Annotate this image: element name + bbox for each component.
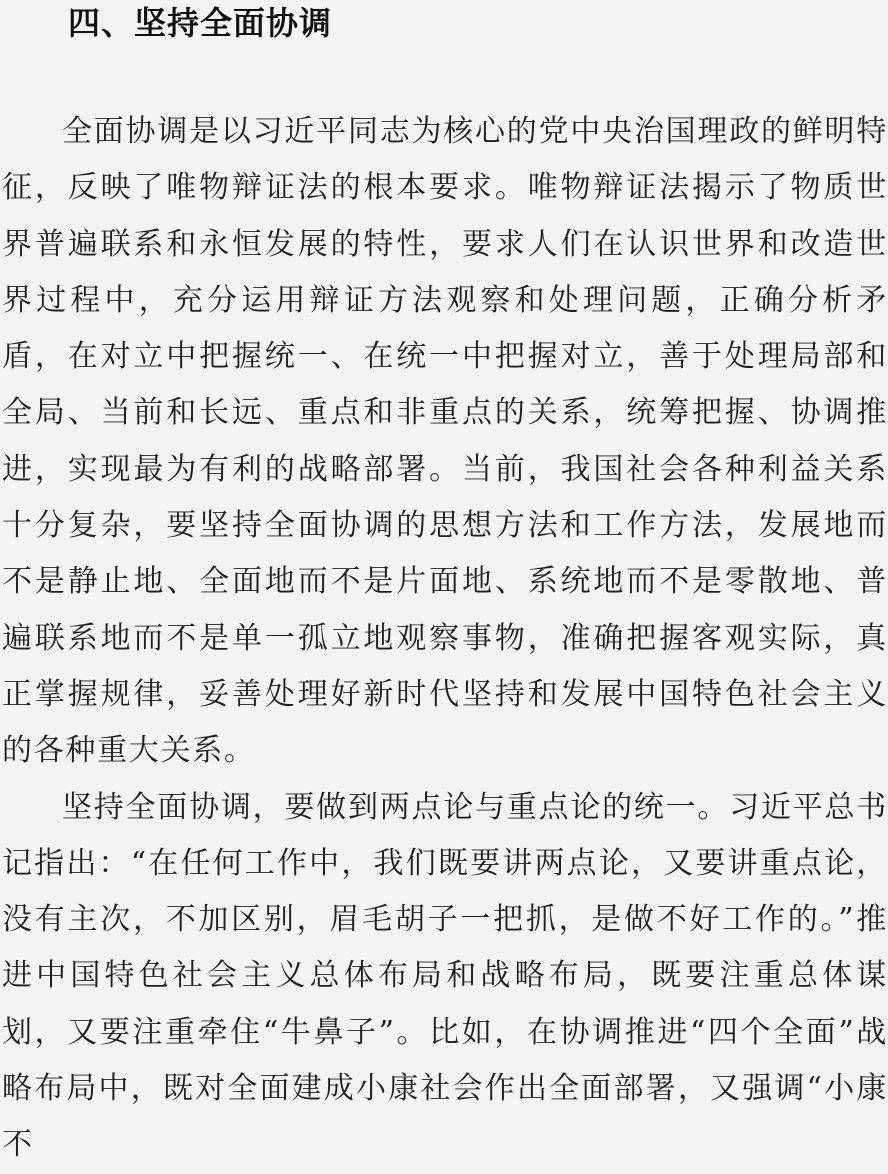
body-text	[2, 104, 888, 1174]
paragraph-2: 坚持全面协调，要做到两点论与重点论的统一。习近平总书记指出：“在任何工作中，我们既要讲两点论，又要讲重点论，没有主次，不加区别，眉毛胡子一把抓，是做不好工作的。”推进中国特色社会主义总体布局和战略布局，既要注重总体谋划，又要注重牵住“牛鼻子”。比如，在协调推进“四个全面”战略布局中，既对全面建成小康社会作出全面部署，又强调“小康不	[2, 789, 888, 1163]
paragraph-1: 全面协调是以习近平同志为核心的党中央治国理政的鲜明特征，反映了唯物辩证法的根本要求。唯物辩证法揭示了物质世界普遍联系和永恒发展的特性，要求人们在认识世界和改造世界过程中，充分运用辩证方法观察和处理问题，正确分析矛盾，在对立中把握统一、在统一中把握对立，善于处理局部和全局、当前和长远、重点和非重点的关系，统筹把握、协调推进，实现最为有利的战略部署。当前，我国社会各种利益关系十分复杂，要坚持全面协调的思想方法和工作方法，发展地而不是静止地、全面地而不是片面地、系统地而不是零散地、普遍联系地而不是单一孤立地观察事物，准确把握客观实际，真正掌握规律，妥善处理好新时代坚持和发展中国特色社会主义的各种重大关系。	[2, 114, 888, 769]
section-heading: 四、坚持全面协调	[68, 4, 333, 42]
